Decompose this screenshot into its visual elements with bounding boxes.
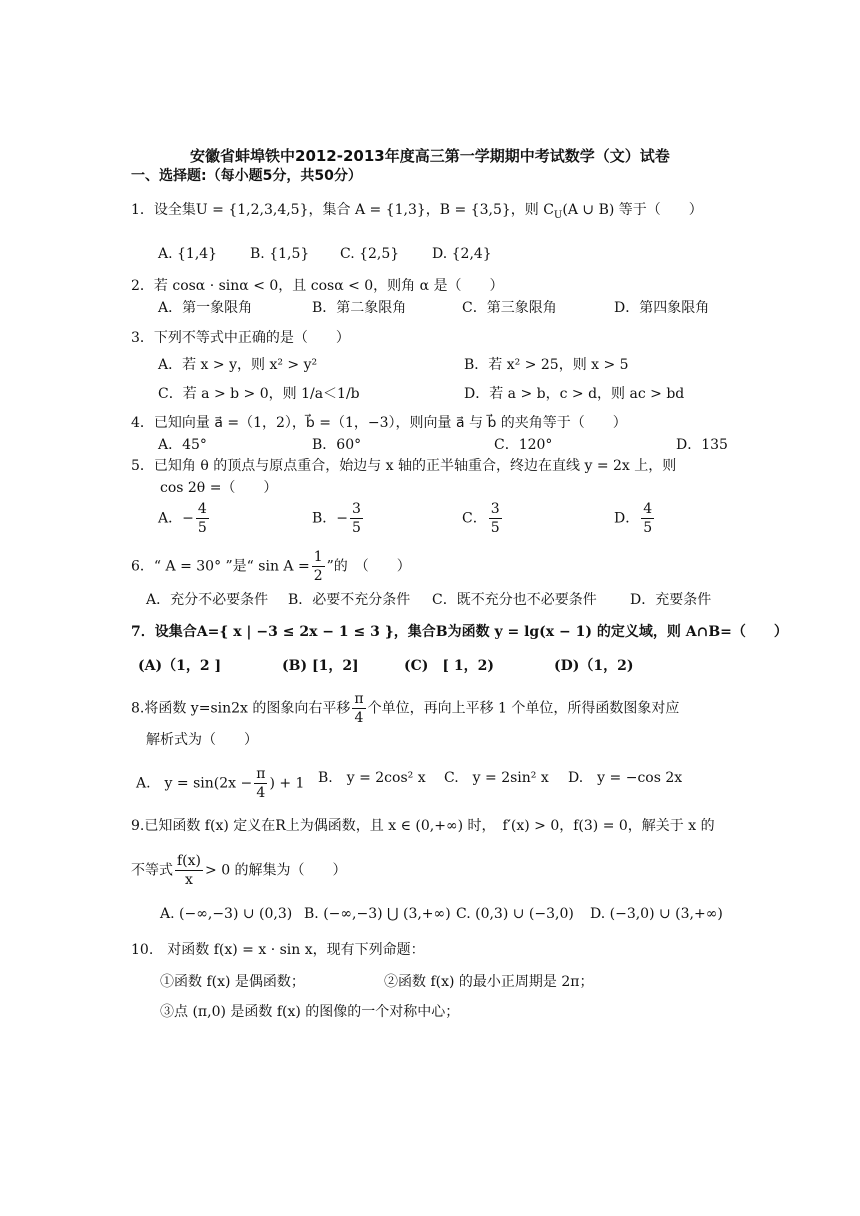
q6-option-a: A．充分不必要条件 <box>146 592 269 608</box>
question-1-stem: 1．设全集U = {1,2,3,4,5}，集合 A = {1,3}，B = {3,5}，则 C <box>131 202 554 218</box>
q9-option-c: C. (0,3) ∪ (−3,0) <box>456 906 574 922</box>
question-8-stem-b: 个单位，再向上平移 1 个单位，所得函数图象对应 <box>367 700 680 717</box>
q5-option-d <box>614 500 656 537</box>
q4-option-d: D．135 <box>676 437 728 453</box>
q5-option-c-label: C． <box>462 510 487 527</box>
q6-option-d: D．充要条件 <box>630 592 712 608</box>
q2-option-d: D．第四象限角 <box>614 300 710 316</box>
question-9: 9.已知函数 f(x) 定义在R上为偶函数，且 x ∈ (0,+∞) 时， f′(x) > 0，f(3) = 0，解关于 x 的 <box>131 818 715 834</box>
denominator: x <box>185 872 193 888</box>
question-8-line2: 解析式为（ ） <box>146 732 258 748</box>
q7-option-c: (C) [ 1，2) <box>404 658 494 674</box>
q7-option-b: (B) [1，2] <box>282 658 359 674</box>
question-7: 7．设集合A={ x | −3 ≤ 2x − 1 ≤ 3 }，集合B为函数 y = lg(x − 1) 的定义域，则 A∩B=（ ） <box>131 624 788 640</box>
q2-option-b: B．第二象限角 <box>312 300 407 316</box>
q1-option-d: D. {2,4} <box>432 246 492 262</box>
numerator: π <box>354 691 364 707</box>
q5-option-a <box>158 500 211 537</box>
q10-item-2: ②函数 f(x) 的最小正周期是 2π； <box>384 974 594 990</box>
q8-option-a <box>136 765 304 802</box>
denominator: 5 <box>490 520 500 536</box>
question-1-subscript: U <box>553 209 563 221</box>
denominator: 4 <box>354 710 364 726</box>
question-6 <box>131 548 411 585</box>
q3-option-b: B．若 x² > 25，则 x > 5 <box>464 357 629 373</box>
question-5: 5．已知角 θ 的顶点与原点重合，始边与 x 轴的正半轴重合，终边在直线 y = 2x 上，则 <box>131 458 677 474</box>
q10-item-3: ③点 (π,0) 是函数 f(x) 的图像的一个对称中心； <box>160 1004 460 1020</box>
q5-option-a-label: A． <box>158 510 183 527</box>
question-5-line2: cos 2θ =（ ） <box>160 480 278 496</box>
q8-option-a-tail: ) + 1 <box>269 775 305 792</box>
q3-option-a: A．若 x > y，则 x² > y² <box>158 357 318 373</box>
q9-option-a: A. (−∞,−3) ∪ (0,3) <box>160 906 293 922</box>
q8-option-b: B. y = 2cos² x <box>318 770 426 786</box>
numerator: 3 <box>352 501 361 517</box>
q10-item-1: ①函数 f(x) 是偶函数； <box>160 974 305 990</box>
q5-option-c <box>462 500 504 537</box>
question-6-stem-a: 6．“ A = 30° ”是“ sin A = <box>131 558 310 575</box>
q5-option-a-fraction <box>196 500 209 537</box>
q1-option-b: B. {1,5} <box>250 246 310 262</box>
numerator: π <box>256 766 266 782</box>
q6-option-c: C．既不充分也不必要条件 <box>432 592 597 608</box>
q8-option-a-fraction <box>254 765 267 802</box>
q3-option-d: D．若 a > b，c > d，则 ac > bd <box>464 386 685 402</box>
q5-option-b-fraction <box>350 500 363 537</box>
question-10: 10. 对函数 f(x) = x · sin x，现有下列命题： <box>131 942 425 958</box>
q4-option-b: B．60° <box>312 437 362 453</box>
numerator: 3 <box>490 501 500 517</box>
section-heading: 一、选择题:（每小题5分，共50分） <box>131 168 362 184</box>
q5-option-b-sign: − <box>336 510 349 527</box>
q5-option-a-sign: − <box>182 510 194 527</box>
q5-option-b <box>312 500 365 537</box>
q5-option-c-fraction <box>489 500 502 537</box>
numerator: 4 <box>197 501 207 517</box>
question-4: 4．已知向量 a⃗ =（1，2），b⃗ =（1，−3），则向量 a⃗ 与 b⃗ 的夹角等于（ ） <box>131 415 627 431</box>
q5-option-b-label: B． <box>312 510 337 527</box>
q8-option-c: C. y = 2sin² x <box>444 770 549 786</box>
question-3: 3．下列不等式中正确的是（ ） <box>131 330 350 346</box>
denominator: 4 <box>256 785 266 801</box>
q2-option-a: A．第一象限角 <box>158 300 253 316</box>
question-9-stem2-b: > 0 的解集为（ ） <box>205 862 347 879</box>
q9-option-d: D. (−3,0) ∪ (3,+∞) <box>590 906 723 922</box>
q6-fraction <box>312 548 325 585</box>
question-9-stem2-a: 不等式 <box>131 862 173 879</box>
denominator: 5 <box>643 520 653 536</box>
denominator: 5 <box>197 520 207 536</box>
q8-option-d: D. y = −cos 2x <box>568 770 683 786</box>
denominator: 2 <box>313 568 323 584</box>
q4-option-a: A．45° <box>158 437 207 453</box>
question-8-stem-a: 8.将函数 y=sin2x 的图象向右平移 <box>131 700 351 717</box>
q7-option-d: (D)（1，2) <box>554 658 634 674</box>
question-2: 2．若 cosα · sinα < 0，且 cosα < 0，则角 α 是（ ） <box>131 278 504 294</box>
question-1 <box>131 200 703 226</box>
q1-option-c: C. {2,5} <box>340 246 400 262</box>
question-6-stem-b: ”的 （ ） <box>326 558 411 575</box>
denominator: 5 <box>352 520 361 536</box>
q9-option-b: B. (−∞,−3) ⋃ (3,+∞) <box>304 906 451 922</box>
q5-option-d-label: D． <box>614 510 640 527</box>
q4-option-c: C．120° <box>494 437 553 453</box>
question-9-line2 <box>131 852 347 889</box>
q8-option-a-text: A. y = sin(2x − <box>136 775 253 792</box>
q3-option-c: C．若 a > b > 0，则 1/a＜1/b <box>158 386 360 402</box>
q1-option-a: A. {1,4} <box>158 246 218 262</box>
numerator: 4 <box>643 501 653 517</box>
q5-option-d-fraction <box>641 500 654 537</box>
q7-option-a: (A)（1，2 ] <box>138 658 222 674</box>
numerator: 1 <box>313 549 323 565</box>
q9-fraction <box>175 852 203 889</box>
numerator: f(x) <box>177 853 202 869</box>
q2-option-c: C．第三象限角 <box>462 300 557 316</box>
page-title: 安徽省蚌埠铁中2012-2013年度高三第一学期期中考试数学（文）试卷 <box>190 147 670 165</box>
question-1-stem-tail: (A ∪ B) 等于（ ） <box>562 202 703 218</box>
q8-fraction <box>352 690 365 727</box>
q6-option-b: B．必要不充分条件 <box>288 592 411 608</box>
question-8 <box>131 690 679 727</box>
